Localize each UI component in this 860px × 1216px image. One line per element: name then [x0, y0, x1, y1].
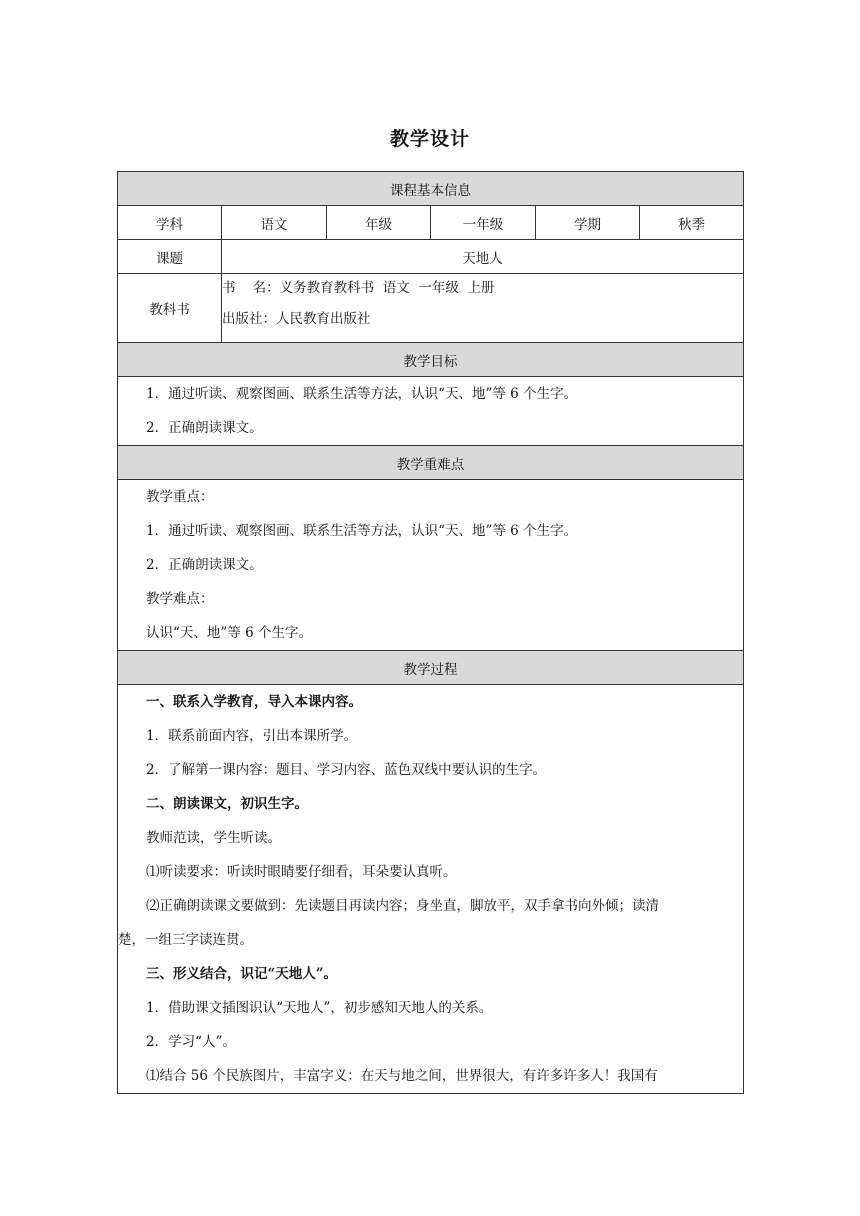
grade-value: 一年级: [431, 206, 536, 240]
key-point-item: 2．正确朗读课文。: [146, 557, 263, 573]
process-content: [118, 685, 744, 1094]
process-item: ⑴听读要求：听读时眼睛要仔细看，耳朵要认真听。: [146, 864, 457, 880]
topic-value: 天地人: [222, 240, 744, 274]
grade-label: 年级: [327, 206, 431, 240]
textbook-info: [222, 274, 744, 343]
term-label: 学期: [536, 206, 640, 240]
process-item: 教师范读，学生听读。: [146, 830, 281, 846]
process-heading: 三、形义结合，识记“天地人”。: [146, 966, 338, 982]
process-item: 2．了解第一课内容：题目、学习内容、蓝色双线中要认识的生字。: [146, 762, 547, 778]
page-title: 教学设计: [389, 128, 470, 150]
textbook-label: 教科书: [118, 274, 222, 343]
subject-label: 学科: [118, 206, 222, 240]
lesson-plan-table: [117, 171, 744, 1094]
term-value: 秋季: [640, 206, 744, 240]
subject-value: 语文: [222, 206, 327, 240]
key-points-header: 教学重难点: [118, 446, 744, 480]
basic-info-header: 课程基本信息: [118, 172, 744, 206]
goal-item: 1．通过听读、观察图画、联系生活等方法，认识“天、地”等 6 个生字。: [146, 386, 578, 402]
process-item: 楚，一组三字读连贯。: [118, 932, 253, 948]
key-point-item: 1．通过听读、观察图画、联系生活等方法，认识“天、地”等 6 个生字。: [146, 523, 578, 539]
process-item: 1．联系前面内容，引出本课所学。: [146, 728, 358, 744]
process-item: 1．借助课文插图识认“天地人”，初步感知天地人的关系。: [146, 1000, 493, 1016]
goals-content: [118, 377, 744, 446]
key-point-item: 教学难点：: [146, 591, 214, 607]
process-item: ⑵正确朗读课文要做到：先读题目再读内容；身坐直，脚放平，双手拿书向外倾；读清: [146, 898, 659, 914]
process-item: 2．学习“人”。: [146, 1034, 236, 1050]
key-point-item: 教学重点：: [146, 489, 214, 505]
process-heading: 二、朗读课文，初识生字。: [146, 796, 308, 812]
key-point-item: 认识“天、地”等 6 个生字。: [146, 625, 312, 641]
topic-label: 课题: [118, 240, 222, 274]
process-item: ⑴结合 56 个民族图片，丰富字义：在天与地之间，世界很大，有许多许多人！我国有: [146, 1068, 658, 1084]
goal-item: 2．正确朗读课文。: [146, 420, 263, 436]
publisher-line: 出版社：人民教育出版社: [222, 311, 371, 327]
process-heading: 一、联系入学教育，导入本课内容。: [146, 694, 362, 710]
key-points-content: [118, 480, 744, 651]
goals-header: 教学目标: [118, 343, 744, 377]
process-header: 教学过程: [118, 651, 744, 685]
book-name-line: 书 名：义务教育教科书 语文 一年级 上册: [222, 280, 495, 296]
